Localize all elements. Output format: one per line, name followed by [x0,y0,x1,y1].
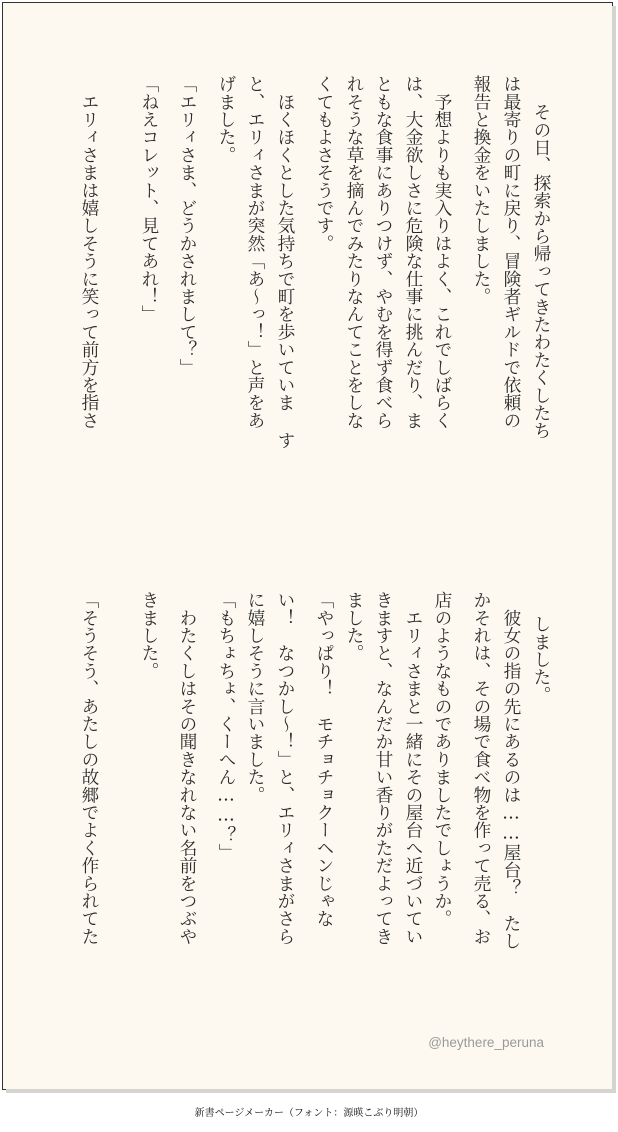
author-watermark: @heythere_peruna [428,1035,544,1050]
lower-column-12: わたくしはその聞きなれない名前をつぶや [177,591,197,945]
page-shadow-right [612,6,616,1092]
lower-column-9: い！ なつかし〜！」と、エリィさまがさら [275,591,295,945]
page-shadow-bottom [6,1089,616,1093]
lower-column-11: 「もちょちょ、くーへん……？」 [216,591,236,862]
lower-column-3: かそれは、その場で食べ物を作って売る、お [471,591,491,945]
upper-column-6: ともな食事にありつけず、やむを得ず食べら [373,75,393,429]
lower-column-5: エリィさまと一緒にその屋台へ近づいてい [403,591,423,945]
lower-column-1: しました。 [531,615,551,704]
upper-column-4: 予想よりも実入りはよく、これでしばらく [432,75,452,429]
upper-column-5: は、大金欲しさに危険な仕事に挑んだり、ま [403,75,423,429]
upper-column-7: れそうな草を摘んでみたりなんてことをしな [344,75,364,429]
upper-column-14: エリィさまは嬉しそうに笑って前方を指さ [79,75,99,429]
upper-column-3: 報告と換金をいたしました。 [471,75,491,306]
upper-column-10: と、エリィさまが突然「あ〜っ！」と声をあ [245,75,265,429]
upper-column-8: くてもよさそうです。 [314,75,334,252]
upper-column-1: その日、探索から帰ってきたわたくしたち [531,103,551,440]
lower-column-4: 店のようなものでありましたでしょうか。 [432,591,452,928]
upper-column-2: は最寄りの町に戻り、冒険者ギルドで依頼の [501,75,521,429]
lower-column-2: 彼女の指の先にあるのは……屋台？ たし [501,591,521,950]
upper-column-12: 「エリィさま、どうかされまして？」 [177,75,197,376]
lower-column-10: に嬉しそうに言いました。 [245,591,265,804]
manuscript-page [2,2,613,1090]
text-columns [3,3,612,1089]
lower-column-13: きました。 [139,591,159,680]
generator-caption: 新書ページメーカー（フォント：源暎こぶり明朝） [194,1108,424,1119]
upper-column-9: ほくほくとした気持ちで町を歩いていま す [275,75,295,449]
upper-column-13: 「ねえコレット、見てあれ！」 [139,75,159,323]
lower-column-8: 「やっぱり！ モチョチョクーヘンじゃな [314,591,334,928]
lower-column-14: 「そうそう、あたしの故郷でよく作られてた [79,591,99,945]
lower-column-6: きますと、なんだか甘い香りがただよってき [373,591,393,945]
upper-column-11: げました。 [216,75,236,164]
lower-column-7: ました。 [344,591,364,662]
